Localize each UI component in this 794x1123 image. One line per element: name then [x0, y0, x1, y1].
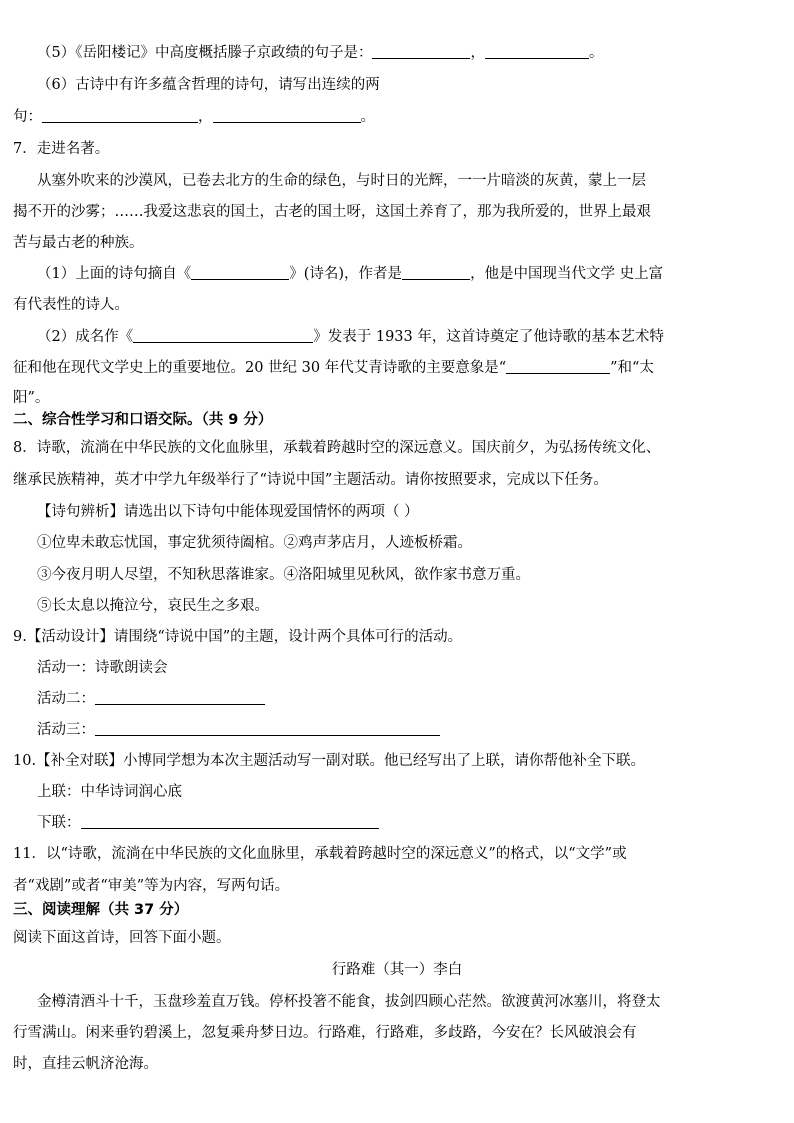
q11-line: 11．以“诗歌，流淌在中华民族的文化血脉里，承载着跨越时空的深远意义”的格式，以“文学”或 [13, 846, 627, 862]
activity-three: 活动三： [37, 720, 440, 740]
answer-blank[interactable] [213, 108, 361, 123]
section-heading: 三、阅读理解（共 37 分） [13, 902, 189, 918]
q7-title: 7．走进名著。 [13, 141, 110, 157]
answer-blank[interactable] [191, 265, 289, 280]
q8-option-line: ③今夜月明人尽望，不知秋思落谁家。④洛阳城里见秋风，欲作家书意万重。 [37, 567, 530, 583]
answer-blank[interactable] [506, 359, 610, 374]
q6-sub6-answer: 句： ， 。 [13, 109, 375, 125]
q8-option-line: ⑤长太息以掩泣兮，哀民生之多艰。 [37, 598, 269, 614]
section-heading: 二、综合性学习和口语交际。（共 9 分） [13, 412, 273, 428]
q7-passage-line: 揭不开的沙雾；……我爱这悲哀的国土，古老的国土呀，这国土养育了，那为我所爱的，世界上最艰 [13, 204, 651, 220]
answer-blank[interactable] [95, 690, 265, 705]
q7-passage-line: 从塞外吹来的沙漠风，已卷去北方的生命的绿色，与时日的光辉，一一片暗淡的灰黄，蒙上一层 [37, 173, 646, 189]
answer-blank[interactable] [485, 44, 589, 59]
q10-prompt: 10.【补全对联】小博同学想为本次主题活动写一副对联。他已经写出了上联，请你帮他补全下联。 [13, 753, 646, 769]
answer-blank[interactable] [81, 814, 379, 829]
q7-passage-line: 苦与最古老的种族。 [13, 235, 144, 251]
q6-sub5-text: （5）《岳阳楼记》中高度概括滕子京政绩的句子是： [37, 45, 373, 61]
q8-option-line: ①位卑未敢忘忧国，事定犹须待阖棺。②鸡声茅店月，人迹板桥霜。 [37, 535, 472, 551]
couplet-upper: 上联：中华诗词润心底 [37, 784, 182, 800]
activity-one: 活动一：诗歌朗读会 [37, 660, 168, 676]
q9-prompt: 9.【活动设计】请围绕“诗说中国”的主题，设计两个具体可行的活动。 [13, 629, 463, 645]
poem-line: 金樽清酒斗十千，玉盘珍羞直万钱。停杯投箸不能食，拔剑四顾心茫然。欲渡黄河冰塞川，将登太 [37, 994, 661, 1010]
q7-sub2-cont: 征和他在现代文学史上的重要地位。20 世纪 30 年代艾青诗歌的主要意象是“ ”和“太 [13, 360, 654, 376]
q11-line: 者“戏剧”或者“审美”等为内容，写两句话。 [13, 878, 290, 894]
q8-line: 继承民族精神，英才中学九年级举行了“诗说中国”主题活动。请你按照要求，完成以下任务。 [13, 472, 608, 488]
answer-blank[interactable] [133, 328, 313, 343]
answer-blank[interactable] [42, 108, 198, 123]
answer-blank[interactable] [95, 721, 440, 736]
reading-intro: 阅读下面这首诗，回答下面小题。 [13, 930, 231, 946]
q7-sub2-cont: 阳”。 [13, 390, 50, 406]
poem-title: 行路难（其一）李白 [331, 962, 463, 978]
poem-line: 时，直挂云帆济沧海。 [13, 1056, 158, 1072]
q8-task: 【诗句辨析】请选出以下诗句中能体现爱国情怀的两项（ ） [37, 504, 419, 520]
q7-sub1: （1）上面的诗句摘自《 》(诗名)，作者是 ，他是中国现当代文学 史上富 [37, 266, 664, 282]
q6-sub5: （5）《岳阳楼记》中高度概括滕子京政绩的句子是： ， 。 [37, 45, 604, 61]
q7-sub1-cont: 有代表性的诗人。 [13, 297, 129, 313]
answer-blank[interactable] [372, 44, 470, 59]
couplet-lower: 下联： [37, 813, 379, 833]
q8-line: 8．诗歌，流淌在中华民族的文化血脉里，承载着跨越时空的深远意义。国庆前夕，为弘扬传统文化、 [13, 440, 661, 456]
poem-line: 行雪满山。闲来垂钓碧溪上，忽复乘舟梦日边。行路难，行路难，多歧路，今安在？长风破浪会有 [13, 1025, 637, 1041]
q6-sub6: （6）古诗中有许多蕴含哲理的诗句，请写出连续的两 [37, 77, 380, 93]
activity-two: 活动二： [37, 689, 265, 709]
answer-blank[interactable] [402, 265, 470, 280]
q7-sub2: （2）成名作《 》发表于 1933 年，这首诗奠定了他诗歌的基本艺术特 [37, 329, 664, 345]
